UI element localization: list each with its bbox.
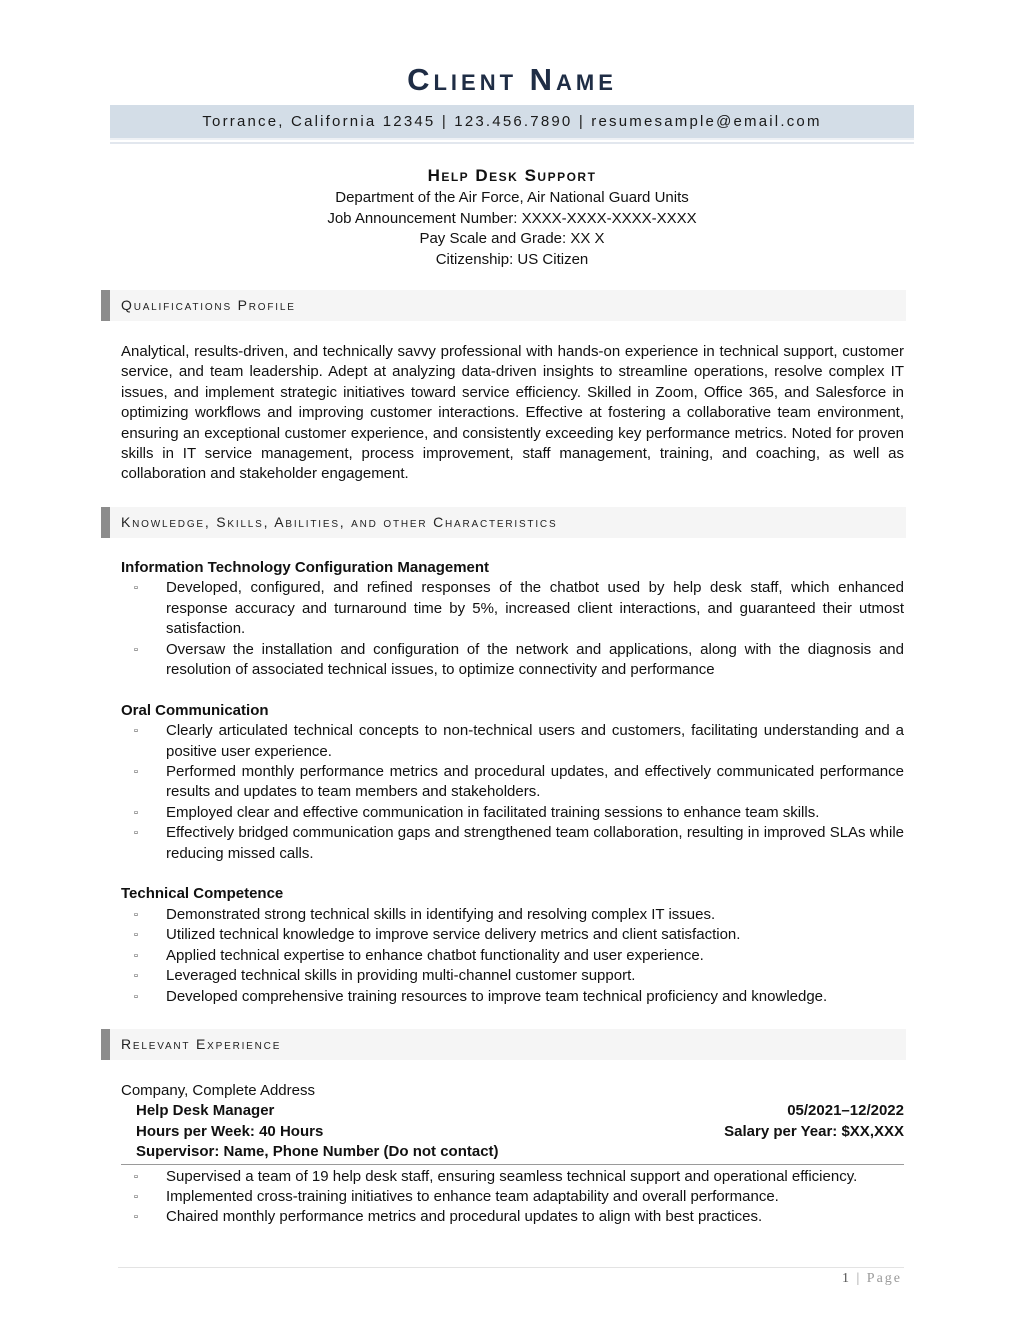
bullet-icon: ▫ — [134, 990, 138, 1003]
list-item — [121, 762, 904, 803]
ksa-group-title: Technical Competence — [121, 885, 284, 903]
bullet-icon: ▫ — [134, 1190, 138, 1203]
role-row — [121, 1101, 904, 1121]
ksa-group-title: Information Technology Configuration Management — [121, 559, 490, 576]
list-item — [121, 823, 904, 864]
page-label: Page — [866, 1271, 902, 1286]
job-role: Help Desk Manager — [136, 1102, 275, 1120]
contact-info: Torrance, California 12345 | 123.456.7890 | resumesample@email.com — [202, 113, 822, 130]
list-item-text: Developed, configured, and refined responses of the chatbot used by help desk staff, which enhanced response accuracy and turnaround time by 5%, increased client interactions, and guaranteed their utmost satisfaction. — [166, 579, 904, 638]
section-accent-bar — [101, 1029, 110, 1060]
list-item — [121, 1187, 904, 1207]
hours-per-week: Hours per Week: 40 Hours — [136, 1122, 324, 1140]
list-item — [121, 721, 904, 762]
bullet-icon: ▫ — [134, 582, 138, 595]
list-item-text: Effectively bridged communication gaps and strengthened team collaboration, resulting in improved SLAs while reducing missed calls. — [166, 824, 904, 862]
contact-divider — [110, 142, 914, 144]
bullet-icon: ▫ — [134, 929, 138, 942]
page-separator: | — [856, 1271, 862, 1286]
job-title: Help Desk Support — [427, 166, 597, 185]
bullet-icon: ▫ — [134, 725, 138, 738]
list-item-text: Implemented cross-training initiatives to enhance team adaptability and overall performance. — [166, 1187, 779, 1205]
list-item-text: Utilized technical knowledge to improve service delivery metrics and client satisfaction. — [166, 926, 741, 944]
list-item-text: Demonstrated strong technical skills in identifying and resolving complex IT issues. — [166, 905, 716, 923]
list-item-text: Clearly articulated technical concepts to non-technical users and customers, facilitating understanding and a positive user experience. — [166, 722, 904, 760]
pay-scale-line: Pay Scale and Grade: XX X — [419, 230, 605, 247]
bullet-icon: ▫ — [134, 643, 138, 656]
department-line: Department of the Air Force, Air National Guard Units — [335, 189, 689, 206]
bullet-icon: ▫ — [134, 1211, 138, 1224]
list-item-text: Performed monthly performance metrics and procedural updates, and effectively communicated performance results and updates to team members and stakeholders. — [166, 763, 904, 801]
ksa-group-title: Oral Communication — [121, 701, 269, 719]
citizenship-line: Citizenship: US Citizen — [435, 250, 589, 268]
experience-content — [121, 1081, 904, 1228]
section-header-ksa — [101, 507, 906, 538]
list-item — [121, 640, 904, 681]
bullet-icon: ▫ — [134, 766, 138, 779]
list-item-text: Developed comprehensive training resources to improve team technical proficiency and knowledge. — [166, 987, 828, 1005]
bullet-icon: ▫ — [134, 949, 138, 962]
list-item-text: Supervised a team of 19 help desk staff, ensuring seamless technical support and operational efficiency. — [166, 1167, 858, 1185]
list-item — [121, 946, 904, 966]
title-block — [0, 164, 1024, 270]
page-footer — [842, 1271, 902, 1287]
ksa-group-list — [121, 721, 904, 864]
section-header-qualifications — [101, 290, 906, 321]
list-item — [121, 905, 904, 925]
section-accent-bar — [101, 290, 110, 321]
list-item — [121, 987, 904, 1007]
bullet-icon: ▫ — [134, 908, 138, 921]
announcement-line: Job Announcement Number: XXXX-XXXX-XXXX-XXXX — [327, 209, 697, 227]
list-item — [121, 578, 904, 639]
supervisor-row — [121, 1142, 904, 1162]
ksa-group-list — [121, 905, 904, 1007]
section-title: Qualifications Profile — [121, 297, 296, 313]
page-number: 1 — [841, 1271, 851, 1286]
bullet-icon: ▫ — [134, 1170, 138, 1183]
bullet-icon: ▫ — [134, 806, 138, 819]
section-title: Relevant Experience — [121, 1036, 282, 1052]
company-address: Company, Complete Address — [121, 1082, 315, 1099]
section-accent-bar — [101, 507, 110, 538]
ksa-content — [121, 558, 904, 1007]
list-item — [121, 803, 904, 823]
supervisor-info: Supervisor: Name, Phone Number (Do not contact) — [136, 1143, 499, 1161]
experience-list — [121, 1167, 904, 1228]
hours-row — [121, 1122, 904, 1142]
section-header-experience — [101, 1029, 906, 1060]
qualifications-summary: Analytical, results-driven, and technically savvy professional with hands-on experience in technical support, customer service, and team leadership. Adept at analyzing data-driven insights to streamline operations, resolve complex IT issues, and implement strategic initiatives toward service efficiency. Skilled in Zoom, Office 365, and Salesforce in optimizing workflows and improving customer interactions. Effective at fostering a collaborative team environment, ensuring an exceptional customer experience, and consistently exceeding key performance metrics. Noted for proven skills in IT service management, process improvement, staff management, training, and coaching, as well as collaboration and stakeholder engagement. — [121, 343, 904, 483]
list-item-text: Employed clear and effective communication in facilitated training sessions to enhance team skills. — [166, 803, 820, 821]
ksa-group-list — [121, 578, 904, 680]
list-item — [121, 1167, 904, 1187]
footer-divider — [118, 1267, 904, 1268]
list-item-text: Oversaw the installation and configuration of the network and applications, along with the diagnosis and resolution of associated technical issues, to optimize connectivity and performance — [166, 640, 904, 679]
section-title: Knowledge, Skills, Abilities, and other Characteristics — [121, 514, 558, 530]
list-item-text: Leveraged technical skills in providing multi-channel customer support. — [166, 967, 636, 985]
experience-divider — [121, 1164, 904, 1165]
list-item — [121, 1207, 904, 1227]
employment-dates: 05/2021–12/2022 — [787, 1102, 904, 1120]
list-item — [121, 925, 904, 945]
client-name: Client Name — [407, 62, 617, 97]
list-item-text: Applied technical expertise to enhance chatbot functionality and user experience. — [166, 946, 704, 964]
contact-bar — [110, 105, 914, 140]
list-item-text: Chaired monthly performance metrics and procedural updates to align with best practices. — [166, 1208, 763, 1226]
salary-per-year: Salary per Year: $XX,XXX — [724, 1122, 904, 1140]
bullet-icon: ▫ — [134, 970, 138, 983]
list-item — [121, 966, 904, 986]
bullet-icon: ▫ — [134, 827, 138, 840]
